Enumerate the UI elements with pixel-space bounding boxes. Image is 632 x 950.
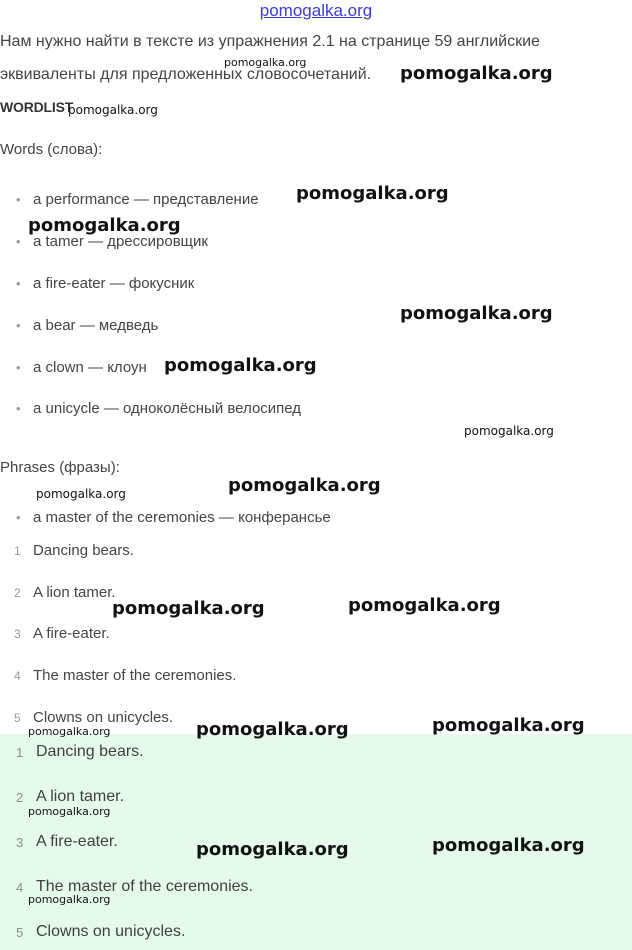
phrases-label: Phrases (фразы): — [0, 459, 120, 476]
watermark: pomogalka.org — [36, 487, 126, 501]
site-title-link[interactable]: pomogalka.org — [259, 1, 373, 20]
phrase-item: a master of the ceremonies — конферансье — [33, 509, 331, 526]
answer-item: The master of the ceremonies. — [36, 878, 253, 895]
word-item: a performance — представление — [33, 191, 259, 208]
exercise-number: 2 — [14, 586, 21, 600]
watermark: pomogalka.org — [28, 805, 111, 818]
watermark: pomogalka.org — [224, 56, 307, 69]
bullet-icon: • — [16, 234, 21, 249]
intro-text-line-2: эквиваленты для предложенных словосочетаний. — [0, 66, 372, 83]
exercise-number: 4 — [14, 669, 21, 683]
exercise-number: 1 — [14, 544, 21, 558]
watermark: pomogalka.org — [28, 725, 111, 738]
watermark: pomogalka.org — [348, 595, 501, 616]
watermark: pomogalka.org — [196, 839, 349, 860]
answer-number: 2 — [16, 790, 24, 805]
word-item: a clown — клоун — [33, 359, 147, 376]
bullet-icon: • — [16, 318, 21, 333]
answer-item: A lion tamer. — [36, 788, 125, 805]
answer-number: 4 — [16, 880, 24, 895]
words-label: Words (слова): — [0, 141, 103, 158]
word-item: a bear — медведь — [33, 317, 159, 334]
answer-item: A fire-eater. — [36, 833, 118, 850]
watermark: pomogalka.org — [400, 303, 553, 324]
watermark: pomogalka.org — [196, 719, 349, 740]
watermark: pomogalka.org — [400, 63, 553, 84]
word-item: a unicycle — одноколёсный велосипед — [33, 400, 302, 417]
watermark: pomogalka.org — [464, 424, 554, 438]
bullet-icon: • — [16, 510, 21, 525]
exercise-item: Clowns on unicycles. — [33, 709, 174, 726]
answer-item: Clowns on unicycles. — [36, 923, 186, 940]
watermark: pomogalka.org — [28, 215, 181, 236]
exercise-item: A lion tamer. — [33, 584, 116, 601]
wordlist-heading: WORDLIST — [0, 99, 74, 115]
answer-number: 1 — [16, 745, 24, 760]
answer-item: Dancing bears. — [36, 743, 144, 760]
answer-number: 3 — [16, 835, 24, 850]
exercise-item: The master of the ceremonies. — [33, 667, 237, 684]
exercise-number: 3 — [14, 627, 21, 641]
bullet-icon: • — [16, 276, 21, 291]
exercise-number: 5 — [14, 711, 21, 725]
word-item: a tamer — дрессировщик — [33, 233, 208, 250]
watermark: pomogalka.org — [432, 835, 585, 856]
exercise-item: A fire-eater. — [33, 625, 110, 642]
watermark: pomogalka.org — [432, 715, 585, 736]
watermark: pomogalka.org — [296, 183, 449, 204]
watermark: pomogalka.org — [28, 893, 111, 906]
watermark: pomogalka.org — [164, 355, 317, 376]
exercise-item: Dancing bears. — [33, 542, 134, 559]
bullet-icon: • — [16, 401, 21, 416]
watermark: pomogalka.org — [112, 598, 265, 619]
answer-number: 5 — [16, 925, 24, 940]
watermark: pomogalka.org — [228, 475, 381, 496]
bullet-icon: • — [16, 192, 21, 207]
intro-text-line-1: Нам нужно найти в тексте из упражнения 2.1 на странице 59 английские — [0, 33, 540, 50]
watermark: pomogalka.org — [68, 103, 158, 117]
bullet-icon: • — [16, 360, 21, 375]
word-item: a fire-eater — фокусник — [33, 275, 195, 292]
